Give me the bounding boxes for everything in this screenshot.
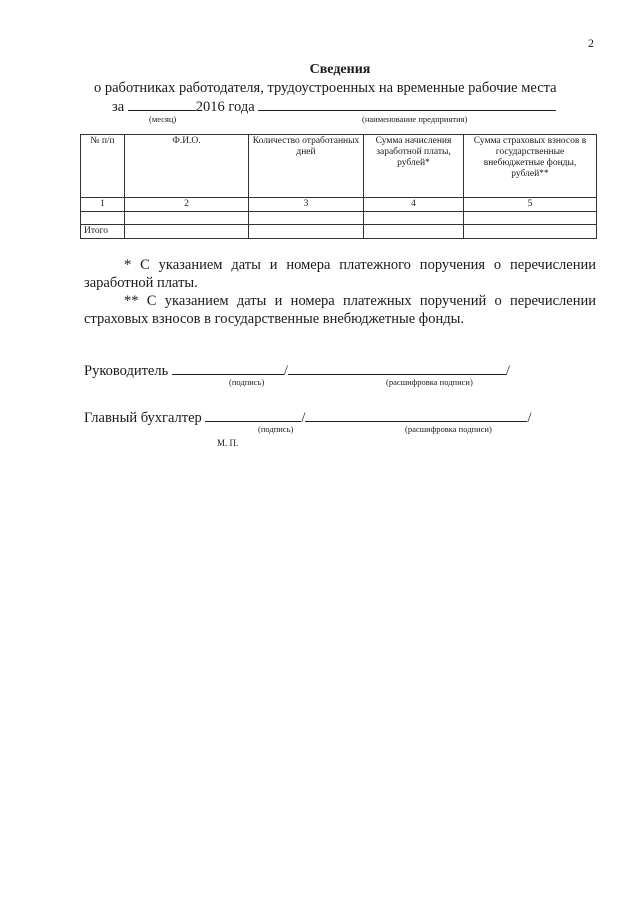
column-header: Сумма страховых взносов в государственные внебюджетные фонды, рублей** [464,135,597,198]
column-number: 2 [125,198,249,212]
chief-accountant-label: Главный бухгалтер [84,410,202,426]
table-cell [364,212,464,225]
accountant-decoding-blank [305,408,527,422]
column-number: 4 [364,198,464,212]
head-signature-blank [172,361,284,375]
total-row [81,225,597,239]
document-title: Сведения [309,62,371,77]
seal-placeholder: М. П. [217,438,239,448]
page-number: 2 [588,36,594,50]
month-caption: (месяц) [149,114,177,124]
separator: / [283,363,288,379]
period-year: 2016 года [195,99,255,115]
table-cell [125,212,249,225]
separator: / [527,410,532,426]
accountant-signature-blank [205,408,301,422]
footnote-salary: * С указанием даты и номера платежного поручения о перечислении заработной платы. [84,257,596,291]
total-label: Итого [81,225,125,239]
table-cell [464,212,597,225]
table-cell [464,225,597,239]
column-number-row [81,198,597,212]
organization-caption: (наименование предприятия) [362,114,468,124]
column-header: № п/п [81,135,125,198]
table-cell [125,225,249,239]
table-row [81,212,597,225]
column-number: 5 [464,198,597,212]
column-header: Количество отработанных дней [249,135,364,198]
table-header-row [81,135,597,198]
column-header: Сумма начисления заработной платы, рублей* [364,135,464,198]
table-cell [249,212,364,225]
organization-blank [258,97,556,111]
table-cell [249,225,364,239]
month-blank [128,97,196,111]
head-label: Руководитель [84,363,169,379]
head-decoding-blank [288,361,506,375]
accountant-decoding-caption: (расшифровка подписи) [405,424,492,434]
table-cell [81,212,125,225]
head-signature-caption: (подпись) [229,377,265,387]
footnote-contributions: ** С указанием даты и номера платежных поручений о перечислении страховых взносов в государственные внебюджетные фонды. [84,293,596,327]
separator: / [505,363,510,379]
table-cell [364,225,464,239]
separator: / [301,410,306,426]
accountant-signature-caption: (подпись) [258,424,294,434]
head-decoding-caption: (расшифровка подписи) [386,377,473,387]
period-line [112,97,556,116]
column-number: 1 [81,198,125,212]
column-header: Ф.И.О. [125,135,249,198]
document-subtitle: о работниках работодателя, трудоустроенных на временные рабочие места [94,80,557,96]
column-number: 3 [249,198,364,212]
employees-table [80,134,597,239]
period-prefix: за [112,99,125,115]
